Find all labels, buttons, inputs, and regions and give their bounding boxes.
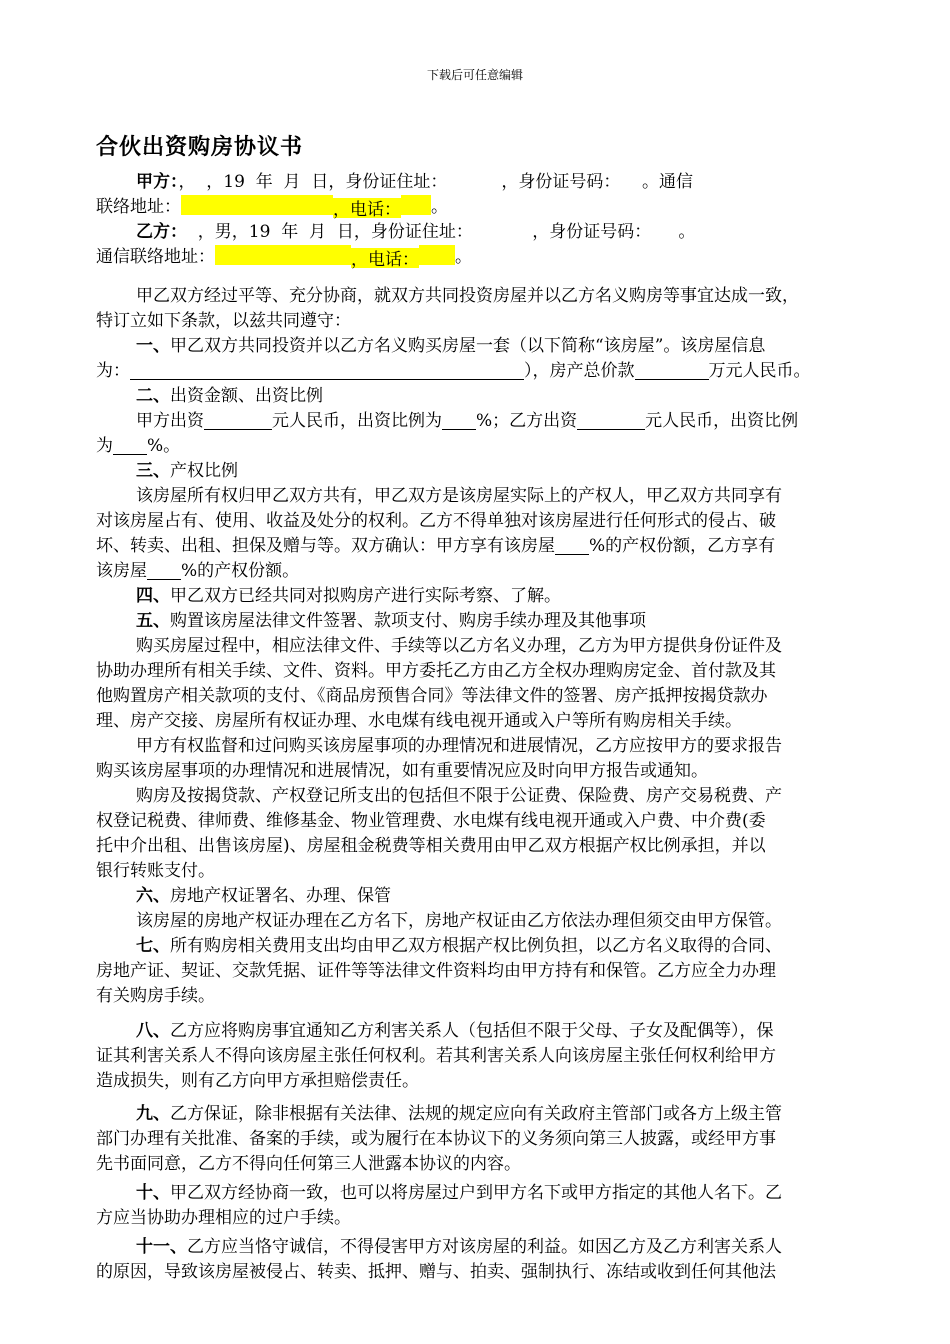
clause6-number: 六、: [136, 886, 170, 906]
party-b-line2: [96, 245, 868, 270]
clause9-l1: [96, 1102, 868, 1127]
document-title: 合伙出资购房协议书: [96, 135, 304, 160]
clause7-l3: 有关购房手续。: [96, 986, 215, 1006]
document-body: [96, 170, 868, 1285]
clause2-line1: [96, 409, 868, 434]
clause5-p1-l1: 购买房屋过程中，相应法律文件、手续等以乙方名义办理，乙方为甲方提供身份证件及: [136, 636, 782, 656]
party-a-ratio-blank[interactable]: [442, 411, 476, 430]
clause4-number: 四、: [136, 586, 170, 606]
clause6-heading: [96, 884, 868, 909]
clause1-property-label: 为：: [96, 361, 130, 381]
clause7-l1: [96, 934, 868, 959]
clause3-line2: 对该房屋占有、使用、收益及处分的权利。乙方不得单独对该房屋进行任何形式的侵占、破: [96, 511, 776, 531]
clause11-l1: [96, 1235, 868, 1260]
clause2-line2-prefix: 为: [96, 436, 113, 456]
clause8-number: 八、: [136, 1021, 170, 1041]
clause9-number: 九、: [136, 1104, 170, 1124]
party-b-line1: [96, 220, 868, 245]
clause1-line1: [96, 334, 868, 359]
clause9-l2: 部门办理有关批准、备案的手续，或为履行在本协议下的义务须向第三人披露，或经甲方事: [96, 1129, 776, 1149]
clause2-title: 出资金额、出资比例: [170, 386, 323, 406]
clause6-text: 该房屋的房地产权证办理在乙方名下，房地产权证由乙方依法办理但须交由甲方保管。: [136, 911, 782, 931]
party-a-line1-text: ， ，19 年 月 日，身份证住址： ，身份证号码： 。通信: [178, 172, 694, 192]
clause5-p3-l3: 托中介出租、出售该房屋)、房屋租金税费等相关费用由甲乙双方根据产权比例承担，并以: [96, 836, 766, 856]
clause9-l1-text: 乙方保证，除非根据有关法律、法规的规定应向有关政府主管部门或各方上级主管: [170, 1104, 782, 1124]
clause3-line3: [96, 534, 868, 559]
clause5-p2-l2: 购买该房屋事项的办理情况和进展情况，如有重要情况应及时向甲方报告或通知。: [96, 761, 708, 781]
clause1-total-label: ），房产总价款: [524, 361, 635, 381]
party-b-ratio-blank[interactable]: [113, 436, 147, 455]
clause5-p3-l2: 权登记税费、律师费、维修基金、物业管理费、水电煤有线电视开通或入户费、中介费(委: [96, 811, 766, 831]
party-b-ratio-label: 元人民币，出资比例: [645, 411, 799, 431]
header-note: 下载后可任意编辑: [426, 68, 523, 82]
clause8-l3: 造成损失，则有乙方向甲方承担赔偿责任。: [96, 1071, 419, 1091]
clause7-number: 七、: [136, 936, 170, 956]
clause2-line2-suffix: %。: [147, 436, 181, 456]
party-a-phone-field[interactable]: [401, 195, 431, 215]
clause3-line4-prefix: 该房屋: [96, 561, 147, 581]
clause5-p3-l1: 购房及按揭贷款、产权登记所支出的包括但不限于公证费、保险费、房产交易税费、产: [136, 786, 782, 806]
intro-line-1: 甲乙双方经过平等、充分协商，就双方共同投资房屋并以乙方名义购房等事宜达成一致，: [136, 286, 799, 306]
party-b-phone-field[interactable]: [419, 245, 455, 265]
clause2-number: 二、: [136, 386, 170, 406]
clause7-l2: 房地产证、契证、交款凭据、证件等等法律文件资料均由甲方持有和保管。乙方应全力办理: [96, 961, 776, 981]
party-b-address-label: 通信联络地址：: [96, 247, 215, 267]
party-b-line1-text: ，男，19 年 月 日，身份证住址： ，身份证号码： 。: [187, 222, 696, 242]
clause3-number: 三、: [136, 461, 170, 481]
clause8-l2: 证其利害关系人不得向该房屋主张任何权利。若其利害关系人向该房屋主张任何权利给甲方: [96, 1046, 776, 1066]
party-a-phone-label: ，电话：: [333, 200, 401, 220]
clause10-l1-text: 甲乙双方经协商一致，也可以将房屋过户到甲方名下或甲方指定的其他人名下。乙: [170, 1183, 782, 1203]
party-a-capital-blank[interactable]: [204, 411, 272, 430]
total-price-blank[interactable]: [635, 361, 709, 380]
party-a-share-blank[interactable]: [555, 536, 589, 555]
clause5-heading: [96, 609, 868, 634]
party-b-capital-blank[interactable]: [577, 411, 645, 430]
clause3-line4: [96, 559, 868, 584]
clause3-line3-text: 坏、转卖、出租、担保及赠与等。双方确认：甲方享有该房屋: [96, 536, 555, 556]
clause10-number: 十、: [136, 1183, 170, 1203]
clause5-p1-l4: 理、房产交接、房屋所有权证办理、水电煤有线电视开通或入户等所有购房相关手续。: [96, 711, 742, 731]
clause5-p2-l1: 甲方有权监督和过问购买该房屋事项的办理情况和进展情况，乙方应按甲方的要求报告: [136, 736, 782, 756]
clause7-l1-text: 所有购房相关费用支出均由甲乙双方根据产权比例负担，以乙方名义取得的合同、: [170, 936, 782, 956]
clause3-line1: 该房屋所有权归甲乙双方共有，甲乙双方是该房屋实际上的产权人，甲乙双方共同享有: [136, 486, 782, 506]
clause1-unit: 万元人民币。: [708, 361, 811, 381]
clause4-text: 甲乙双方已经共同对拟购房产进行实际考察、了解。: [170, 586, 561, 606]
clause5-p1-l2: 协助办理所有相关手续、文件、资料。甲方委托乙方由乙方全权办理购房定金、首付款及其: [96, 661, 776, 681]
party-a-ratio-label: 元人民币，出资比例为: [272, 411, 442, 431]
party-a-label: 甲方：: [136, 172, 179, 192]
clause5-title: 购置该房屋法律文件签署、款项支付、购房手续办理及其他事项: [170, 611, 646, 631]
clause8-l1-text: 乙方应将购房事宜通知乙方利害关系人（包括但不限于父母、子女及配偶等），保: [170, 1021, 774, 1041]
party-a-line1: [96, 170, 868, 195]
clause3-heading: [96, 459, 868, 484]
clause3-line4-suffix: %的产权份额。: [181, 561, 300, 581]
party-a-address-label: 联络地址：: [96, 197, 181, 217]
intro-line-2: 特订立如下条款，以兹共同遵守：: [96, 311, 351, 331]
clause3-line3-suffix: %的产权份额，乙方享有: [589, 536, 776, 556]
party-b-capital-label: %；乙方出资: [476, 411, 578, 431]
property-info-blank[interactable]: [130, 361, 524, 380]
clause2-line2: [96, 434, 868, 459]
clause11-number: 十一、: [136, 1237, 187, 1257]
clause1-line2: [96, 359, 868, 384]
clause11-l1-text: 乙方应当恪守诚信，不得侵害甲方对该房屋的利益。如因乙方及乙方利害关系人: [187, 1237, 782, 1257]
clause5-p1-l3: 他购置房产相关款项的支付、《商品房预售合同》等法律文件的签署、房产抵押按揭贷款办: [96, 686, 768, 706]
clause8-l1: [96, 1019, 868, 1044]
clause10-l2: 方应当协助办理相应的过户手续。: [96, 1208, 351, 1228]
party-a-line2: [96, 195, 868, 220]
clause5-number: 五、: [136, 611, 170, 631]
clause5-p3-l4: 银行转账支付。: [96, 861, 215, 881]
party-b-share-blank[interactable]: [147, 561, 181, 580]
clause6-title: 房地产权证署名、办理、保管: [170, 886, 391, 906]
clause11-l2: 的原因，导致该房屋被侵占、转卖、抵押、赠与、拍卖、强制执行、冻结或收到任何其他法: [96, 1262, 776, 1282]
clause1-number: 一、: [136, 336, 170, 356]
party-b-label: 乙方：: [136, 222, 187, 242]
clause4: [96, 584, 868, 609]
party-b-address-field[interactable]: [215, 245, 351, 265]
clause9-l3: 先书面同意，乙方不得向任何第三人泄露本协议的内容。: [96, 1154, 521, 1174]
clause2-heading: [96, 384, 868, 409]
party-a-line2-end: 。: [431, 197, 448, 217]
clause1-text: 甲乙双方共同投资并以乙方名义购买房屋一套（以下简称“该房屋”。该房屋信息: [170, 336, 766, 356]
clause3-title: 产权比例: [170, 461, 238, 481]
party-a-address-field[interactable]: [181, 195, 333, 215]
clause10-l1: [96, 1181, 868, 1206]
party-b-phone-label: ，电话：: [351, 250, 419, 270]
party-b-line2-end: 。: [455, 247, 472, 267]
party-a-capital-label: 甲方出资: [136, 411, 204, 431]
